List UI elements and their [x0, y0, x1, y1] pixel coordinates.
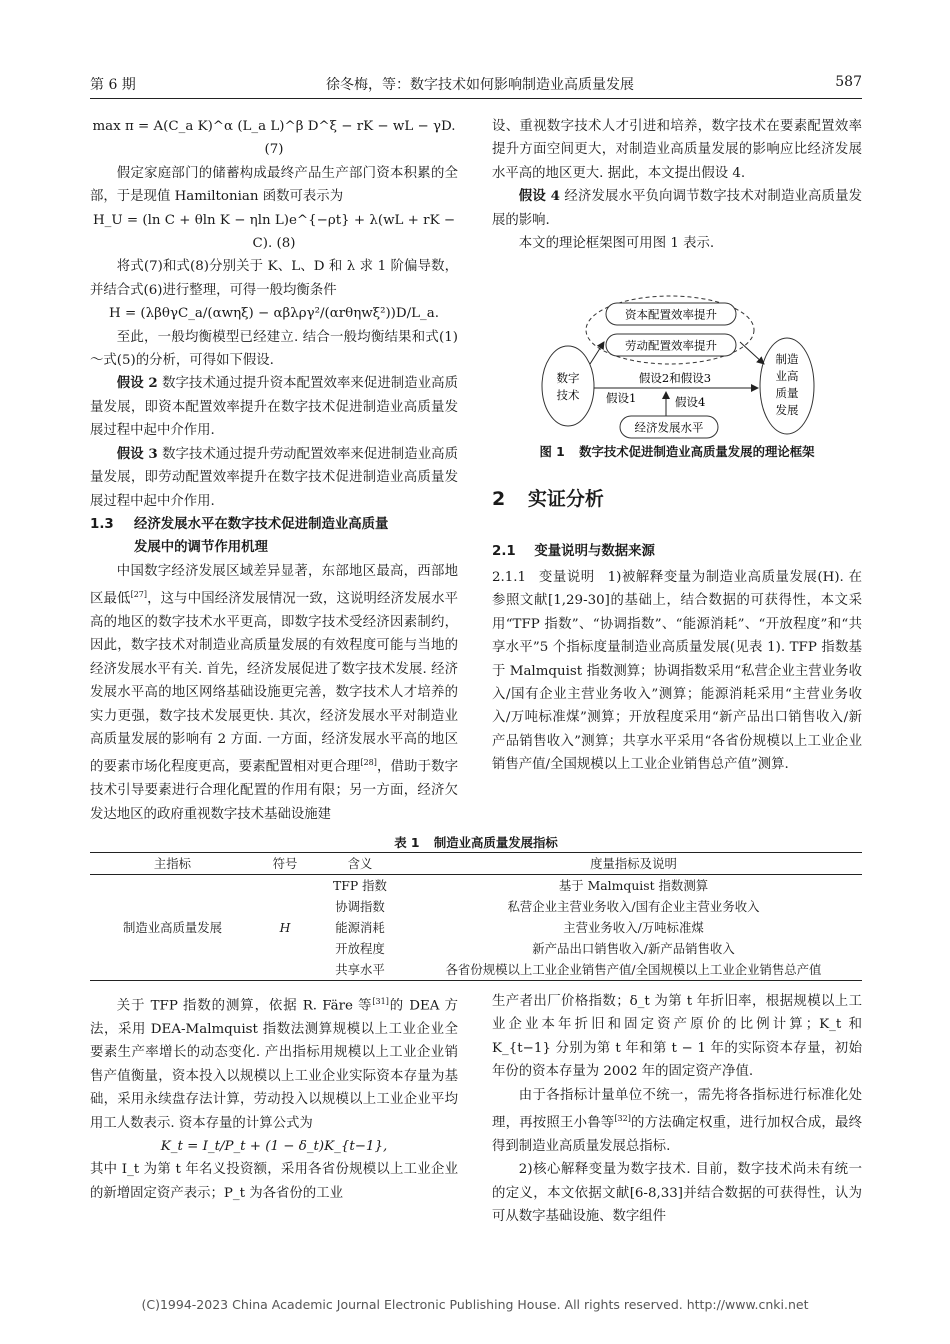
node-label: 发展	[775, 403, 799, 417]
paragraph: 至此，一般均衡模型已经建立. 结合一般均衡结果和式(1)～式(5)的分析，可得如下假设.	[90, 329, 458, 369]
paragraph: 由于各指标计量单位不统一，需先将各指标进行标准化处理，再按照王小鲁等[32]的方法确定权重，进行加权合成，最终得到制造业高质量发展总指标.	[492, 1087, 863, 1154]
framework-diagram	[540, 292, 820, 442]
main-indicator-cell: 制造业高质量发展	[122, 920, 223, 935]
paragraph: 中国数字经济发展区域差异显著，东部地区最高，西部地区最低[27]，这与中国经济发展情况一致，这说明经济发展水平高的地区的数字技术水平更高，即数字技术受经济因素制约，因此，数字技术对制造业高质量发展的有效程度可能与当地的经济发展水平有关. 首先，经济发展促进了数字技术发展. 经济发展水平高的地区网络基础设施更完善，数字技术人才培养的实力更强，数字技术发展更快. 其次，经济发展水平对制造业高质量发展的影响有 2 方面. 一方面，经济发展水平高的地区的要素市场化程度更高，要素配置相对更合理[28]，借助于数字技术引导要素进行合理化配置的作用有限；另一方面，经济欠发达地区的政府重视数字技术基础设施建	[90, 563, 459, 822]
table-row	[90, 875, 862, 897]
capital-stock-equation: K_t = I_t/P_t + (1 − δ_t)K_{t−1},	[160, 1138, 388, 1154]
measure-cell: 新产品出口销售收入/新产品销售收入	[532, 941, 735, 956]
caption-text: 制造业高质量发展指标	[433, 835, 558, 850]
meaning-cell: 协调指数	[335, 899, 385, 914]
meaning-cell: 开放程度	[335, 941, 385, 956]
hypothesis-label: 假设 4	[518, 188, 560, 205]
measure-cell: 私营企业主营业务收入/国有企业主营业务收入	[507, 899, 760, 914]
node-label: 业高	[775, 369, 799, 383]
bottom-right-column	[492, 990, 862, 1229]
node-label: 质量	[775, 386, 799, 400]
path-label: 假设2和假设3	[638, 371, 712, 385]
hypothesis-label: 假设 3	[116, 445, 158, 462]
section-2-heading	[492, 484, 604, 511]
arrow	[740, 342, 764, 364]
section-2-1-heading	[492, 540, 655, 559]
section-title: 变量说明与数据来源	[534, 544, 655, 559]
measure-cell: 主营业务收入/万吨标准煤	[563, 920, 704, 935]
arrow	[590, 342, 604, 364]
labor-efficiency-label: 劳动配置效率提升	[625, 338, 717, 353]
table-caption	[90, 833, 862, 851]
subsection-number: 2.1.1	[492, 570, 527, 585]
node-label: 技术	[556, 388, 580, 402]
hypothesis-text: 经济发展水平负向调节数字技术对制造业高质量发展的影响.	[492, 189, 863, 228]
path-label: 假设1	[606, 391, 637, 405]
column-header: 主指标	[153, 856, 192, 871]
equation-9: H = (λβθγC_a/(αwηξ) − αβλργ²/(αrθηwξ²))D/L_a.	[109, 306, 439, 322]
subsection-title: 变量说明	[538, 570, 595, 585]
column-header: 度量指标及说明	[590, 856, 677, 871]
paragraph: 将式(7)和式(8)分别关于 K、L、D 和 λ 求 1 阶偏导数，并结合式(6)进行整理，可得一般均衡条件	[90, 259, 458, 298]
hypothesis-3	[90, 443, 458, 513]
citation: [32]	[614, 1114, 631, 1124]
digital-tech-node	[542, 346, 594, 426]
section-1-3-heading	[90, 513, 458, 560]
meaning-cell: 共享水平	[335, 962, 385, 977]
indicator-table	[90, 852, 862, 981]
right-column	[492, 115, 862, 255]
table-header-row	[90, 853, 862, 875]
hypothesis-text: 数字技术通过提升资本配置效率来促进制造业高质量发展，即资本配置效率提升在数字技术促进制造业高质量发展过程中起中介作用.	[90, 376, 458, 439]
meaning-cell: 能源消耗	[335, 920, 385, 935]
issue-number: 第 6 期	[90, 77, 136, 93]
citation: [27]	[130, 590, 147, 600]
section-title: 发展中的调节作用机理	[134, 540, 268, 556]
paragraph: 设、重视数字技术人才引进和培养，数字技术在要素配置效率提升方面空间更大，对制造业高质量发展的影响应比经济发展水平高的地区更大. 据此，本文提出假设 4.	[492, 119, 862, 181]
node-label: 制造	[775, 352, 799, 366]
econ-level-label: 经济发展水平	[634, 420, 704, 435]
capital-efficiency-label: 资本配置效率提升	[625, 307, 717, 322]
left-column	[90, 115, 458, 826]
hypothesis-label: 假设 2	[116, 375, 158, 392]
paragraph: 关于 TFP 指数的测算，依据 R. Färe 等[31]的 DEA 方法，采用 DEA-Malmquist 指数法测算规模以上工业企业全要素生产率增长的动态变化. 产出指标用规模以上工业企业销售产值衡量，资本投入以规模以上工业企业实际资本存量为基础，采用永续盘存法计算，劳动投入以规模以上工业企业平均用工人数表示. 资本存量的计算公式为	[90, 997, 458, 1131]
paragraph: 生产者出厂价格指数；δ_t 为第 t 年折旧率，根据规模以上工业企业本年折旧和固定资产原价的比例计算；K_t 和 K_{t−1} 分别为第 t 年和第 t − 1 年的实际资本存量，初始年份的资本存量为 2002 年的固定资产净值.	[492, 994, 862, 1080]
citation: [31]	[372, 997, 389, 1006]
section-number: 2.1	[492, 544, 516, 559]
citation: [28]	[360, 758, 377, 768]
copyright-footer: (C)1994-2023 China Academic Journal Electronic Publishing House. All rights reserved. http://www.cnki.net	[141, 1297, 809, 1312]
measure-cell: 基于 Malmquist 指数测算	[558, 878, 709, 893]
column-header: 符号	[272, 856, 298, 871]
header-rule	[90, 98, 862, 99]
node-label: 数字	[556, 371, 580, 385]
paragraph: 2.1.1 变量说明 1)被解释变量为制造业高质量发展(H). 在参照文献[1,29-30]的基础上，结合数据的可获得性，本文采用“TFP 指数”、“协调指数”、“能源消耗”、“开放程度”和“共享水平”5 个指标度量制造业高质量发展(见表 1). TFP 指数基于 Malmquist 指数测算；协调指数采用“私营企业主营业务收入/国有企业主营业务收入”测算；能源消耗采用“主营业务收入/万吨标准煤”测算；开放程度采用“新产品出口销售收入/新产品销售收入”测算；共享水平采用“各省份规模以上工业企业销售产值/全国规模以上工业企业销售总产值”测算.	[492, 570, 863, 773]
paragraph: 2)核心解释变量为数字技术. 目前，数字技术尚未有统一的定义，本文依据文献[6-8,33]并结合数据的可获得性，认为可从数字基础设施、数字组件	[492, 1162, 862, 1225]
equation-7: max π = A(C_a K)^α (L_a L)^β D^ξ − rK − wL − γD. (7)	[92, 119, 456, 158]
hypothesis-2	[90, 372, 458, 442]
paragraph: 本文的理论框架图可用图 1 表示.	[518, 236, 715, 252]
running-title: 徐冬梅，等：数字技术如何影响制造业高质量发展	[326, 77, 634, 93]
hypothesis-text: 数字技术通过提升劳动配置效率来促进制造业高质量发展，即劳动配置效率提升在数字技术促进制造业高质量发展过程中起中介作用.	[90, 446, 458, 509]
caption-text: 数字技术促进制造业高质量发展的理论框架	[579, 444, 815, 459]
equation-8: H_U = (ln C + θln K − ηln L)e^{−ρt} + λ(wL + rK − C). (8)	[92, 212, 456, 252]
figure-caption	[492, 442, 862, 460]
caption-number: 表 1	[394, 835, 420, 850]
paragraph: 其中 I_t 为第 t 年名义投资额，采用各省份规模以上工业企业的新增固定资产表示；P_t 为各省份的工业	[90, 1162, 458, 1201]
meaning-cell: TFP 指数	[333, 878, 387, 893]
section-number: 2	[492, 488, 506, 510]
section-title: 经济发展水平在数字技术促进制造业高质量	[134, 516, 389, 532]
bottom-left-column	[90, 990, 458, 1205]
page-number: 587	[835, 74, 862, 90]
measure-cell: 各省份规模以上工业企业销售产值/全国规模以上工业企业销售总产值	[445, 962, 822, 977]
paragraph: 假定家庭部门的储蓄构成最终产品生产部门资本积累的全部，于是现值 Hamiltonian 函数可表示为	[90, 165, 458, 205]
path-label: 假设4	[675, 395, 706, 409]
section-2-1-1	[492, 566, 862, 777]
symbol-cell: H	[279, 920, 291, 935]
section-number: 1.3	[90, 516, 114, 532]
column-header: 含义	[347, 856, 373, 871]
caption-number: 图 1	[539, 444, 565, 459]
section-title: 实证分析	[527, 488, 604, 510]
hypothesis-4	[492, 185, 862, 232]
